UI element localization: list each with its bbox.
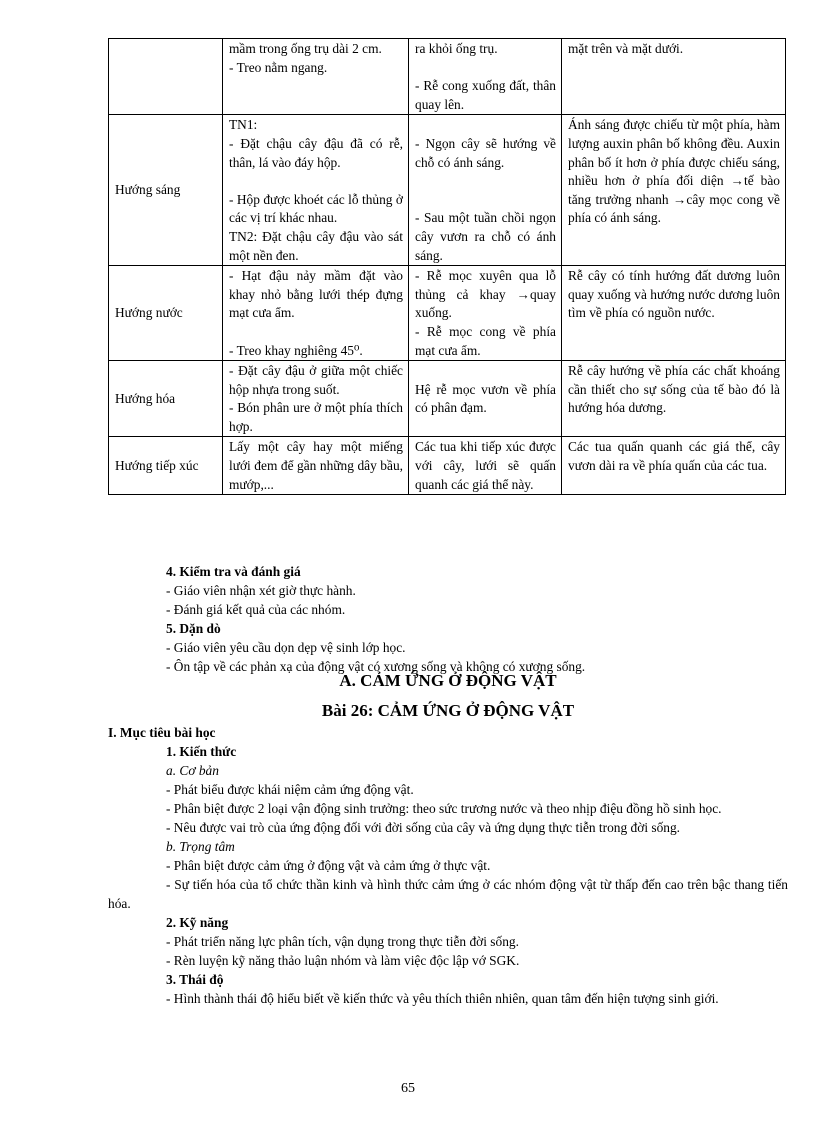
cell-line: - Bón phân ure ở một phía thích hợp. [229,400,403,434]
table-cell-c1: Hướng tiếp xúc [109,437,223,495]
attitude-title: 3. Thái độ [166,972,224,987]
cell-line: ra khỏi ống trụ. [415,41,498,56]
cell-line: - Treo khay nghiêng 45⁰. [229,342,363,358]
objectives [108,723,788,1008]
table-cell-c4 [562,39,786,115]
table-cell-c2 [223,266,409,361]
page-number: 65 [401,1081,415,1096]
skills-title: 2. Kỹ năng [166,915,229,930]
section-4 [108,562,788,676]
cell-line [415,172,556,191]
table-cell-c1: Hướng nước [109,266,223,361]
experiment-table [108,38,786,495]
focus-title: b. Trọng tâm [166,839,235,854]
cell-line [415,191,556,210]
table-cell-c4 [562,266,786,361]
cell-line: TN1: [229,117,258,133]
section-4-title: 4. Kiểm tra và đánh giá [166,564,301,579]
table-cell-c2 [223,39,409,115]
part-a-heading: A. CẢM ỨNG Ở ĐỘNG VẬT [339,671,557,690]
cell-line: Rễ cây có tính hướng đất dương luôn quay xuống và hướng nước dương luôn tìm về phía có nguồn nước. [568,268,780,321]
table-cell-c4 [562,115,786,266]
cell-line [415,362,556,381]
lesson-title: Bài 26: CẢM ỨNG Ở ĐỘNG VẬT [321,701,575,720]
table-cell-c4 [562,437,786,495]
basic-title: a. Cơ bản [166,763,219,778]
cell-line [229,172,403,191]
table-cell-c2 [223,361,409,437]
section-4-item: - Giáo viên nhận xét giờ thực hành. [166,583,356,598]
table-cell-c4 [562,361,786,437]
table-row [109,266,786,361]
cell-line: - Treo nằm ngang. [229,59,328,75]
objectives-title: I. Mục tiêu bài học [108,725,216,740]
attitude-item: - Hình thành thái độ hiểu biết về kiến thức và yêu thích thiên nhiên, quan tâm đến hiện tượng sinh giới. [166,991,719,1006]
cell-line [415,59,556,78]
cell-line: - Sau một tuần chồi ngọn cây vươn ra chỗ có ánh sáng. [415,210,556,263]
table-row [109,115,786,266]
cell-line: - Rễ mọc cong về phía mạt cưa ẩm. [415,323,556,358]
cell-line [415,116,556,135]
cell-line: Các tua khi tiếp xúc được với cây, lưới sẽ quấn quanh các giá thể này. [415,439,556,492]
table-cell-c3 [409,361,562,437]
focus-item: - Sự tiến hóa của tổ chức thần kinh và hình thức cảm ứng ở các nhóm động vật từ thấp đến cao trên bậc thang tiến hóa. [108,877,788,911]
basic-item: - Nêu được vai trò của ứng động đối với đời sống của cây và ứng dụng thực tiễn trong đời sống. [166,820,681,835]
table-cell-c3 [409,266,562,361]
cell-line: - Rễ cong xuống đất, thân quay lên. [415,78,556,112]
table-row [109,39,786,115]
cell-line: TN2: Đặt chậu cây đậu vào sát một nền đen. [229,228,403,263]
cell-line: mặt trên và mặt dưới. [568,41,684,56]
cell-line: - Hộp được khoét các lỗ thủng ở các vị trí khác nhau. [229,191,403,226]
table-cell-c1: Hướng sáng [109,115,223,266]
table-cell-c1: Hướng hóa [109,361,223,437]
cell-line: Rễ cây hướng về phía các chất khoáng cần thiết cho sự sống của tế bào đó là hướng hóa dương. [568,363,780,416]
cell-line: Các tua quấn quanh các giá thể, cây vươn dài ra về phía quấn của các tua. [568,439,780,474]
cell-line: - Đặt cây đậu ở giữa một chiếc hộp nhựa trong suốt. [229,363,403,397]
table-cell-c1 [109,39,223,115]
section-5-item: - Ôn tập về các phản xạ của động vật có xương sống và không có xương sống. [166,659,586,674]
skills-item: - Rèn luyện kỹ năng thảo luận nhóm và làm việc độc lập vớ SGK. [166,953,520,968]
knowledge-title: 1. Kiến thức [166,744,237,759]
table-cell-c2 [223,115,409,266]
section-5-item: - Giáo viên yêu cầu dọn dẹp vệ sinh lớp học. [166,640,406,655]
table-row [109,437,786,495]
table-cell-c2 [223,437,409,495]
cell-line: Ánh sáng được chiếu từ một phía, hàm lượng auxin phân bố không đều. Auxin phân bố ít hơn ở phía được chiếu sáng, nhiều hơn ở phía đối diện →tế bào tăng trưởng nhanh →cây mọc cong về phía có ánh sáng. [568,117,780,226]
basic-item: - Phát biểu được khái niệm cảm ứng động vật. [166,782,414,797]
cell-line: mầm trong ống trụ dài 2 cm. [229,41,382,56]
table-cell-c3 [409,39,562,115]
basic-item: - Phân biệt được 2 loại vận động sinh trưởng: theo sức trương nước và theo nhịp điệu đồng hồ sinh học. [166,801,722,816]
cell-line: - Rễ mọc xuyên qua lỗ thủng cả khay →quay xuống. [415,268,556,321]
section-4-item: - Đánh giá kết quả của các nhóm. [166,602,346,617]
cell-line: - Ngọn cây sẽ hướng về chỗ có ánh sáng. [415,135,556,170]
cell-line: Lấy một cây hay một miếng lưới đem để gần những dây bầu, mướp,... [229,439,403,492]
table-row [109,361,786,437]
cell-line [229,323,403,342]
cell-line: Hệ rễ mọc vươn về phía có phân đạm. [415,381,556,416]
cell-line: - Đặt chậu cây đậu đã có rễ, thân, lá vào đáy hộp. [229,135,403,170]
table-cell-c3 [409,437,562,495]
cell-line: - Hạt đậu nảy mầm đặt vào khay nhỏ bằng lưới thép đựng mạt cưa ẩm. [229,268,403,321]
table-cell-c3 [409,115,562,266]
section-5-title: 5. Dặn dò [166,621,221,636]
focus-item: - Phân biệt được cảm ứng ở động vật và cảm ứng ở thực vật. [166,858,491,873]
skills-item: - Phát triển năng lực phân tích, vận dụng trong thực tiễn đời sống. [166,934,519,949]
